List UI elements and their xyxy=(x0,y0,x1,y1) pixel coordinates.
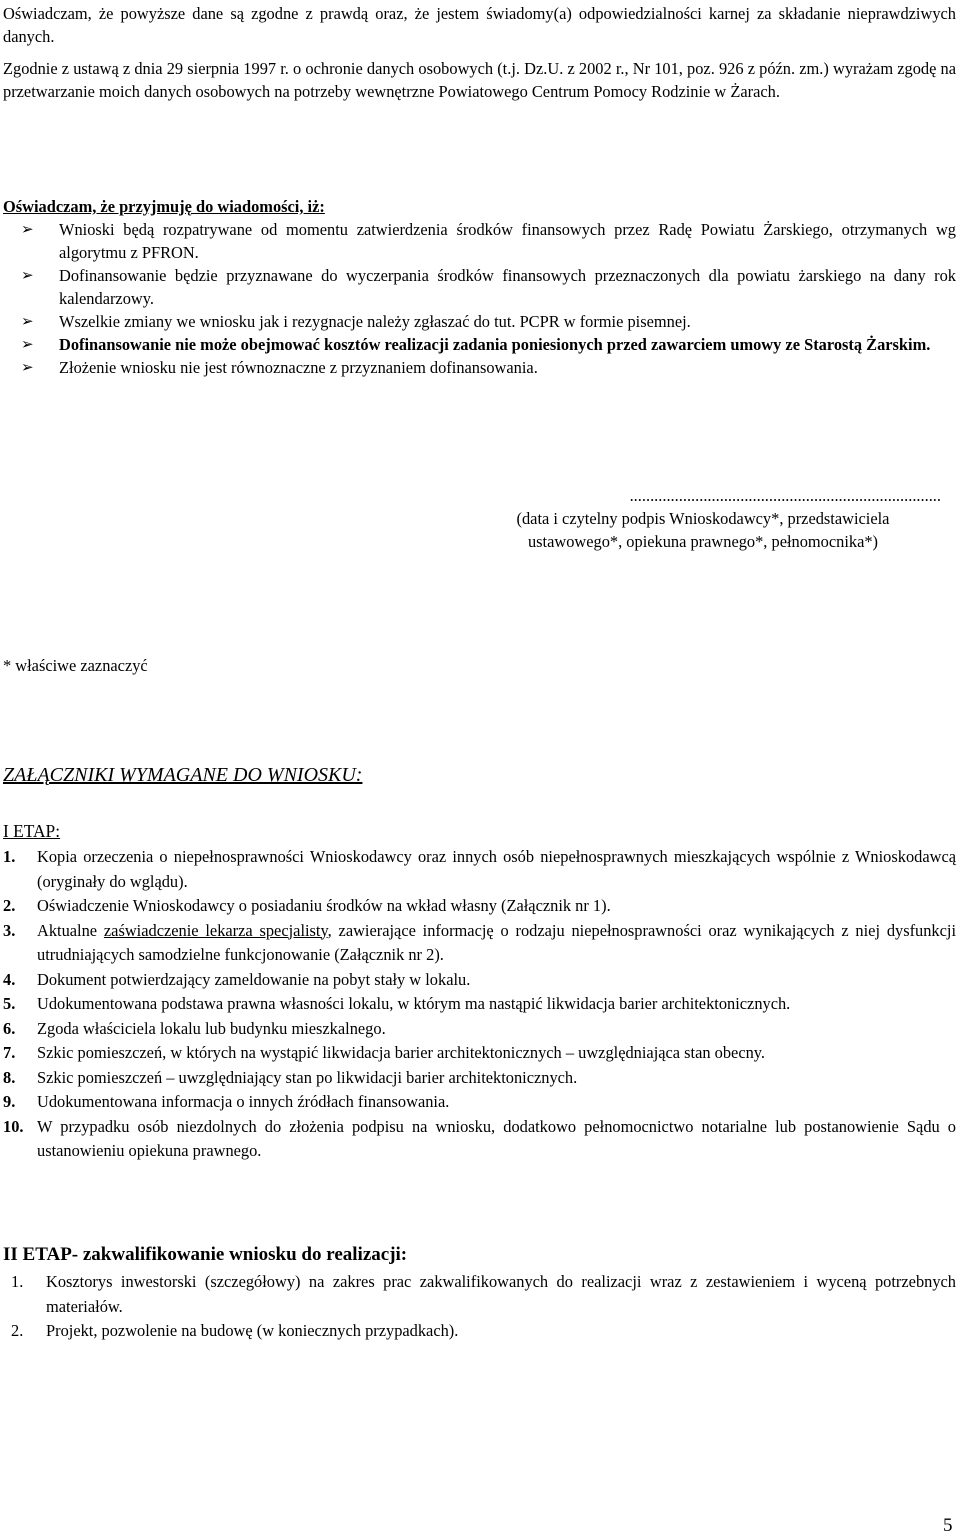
item-text-suffix: , zawierające informację o rodzaju niepełnosprawności oraz wynikających z niej dysfunkcji utrudniających samodzielne funkcjonowanie (Załącznik nr 2). xyxy=(37,920,957,964)
list-item xyxy=(3,1041,956,1066)
item-text: Zgoda właściciela lokalu lub budynku mieszkalnego. xyxy=(37,1018,386,1038)
list-item xyxy=(3,919,956,968)
list-item xyxy=(3,218,956,264)
list-item xyxy=(3,968,956,993)
arrowhead-bullet-icon: ➢ xyxy=(21,266,34,284)
item-text: Dokument potwierdzający zameldowanie na pobyt stały w lokalu. xyxy=(37,969,471,989)
list-item xyxy=(3,894,956,919)
item-number: 5. xyxy=(3,994,16,1013)
item-number: 1. xyxy=(3,847,16,866)
item-text: Kosztorys inwestorski (szczegółowy) na zakres prac zakwalifikowanych do realizacji wraz z zestawieniem i wyceną potrzebnych materiałów. xyxy=(46,1272,956,1316)
arrowhead-bullet-icon: ➢ xyxy=(21,220,34,238)
data-consent-paragraph: Zgodnie z ustawą z dnia 29 sierpnia 1997 r. o ochronie danych osobowych (t.j. Dz.U. z 2002 r., Nr 101, poz. 926 z późn. zm.) wyrażam zgodę na przetwarzanie moich danych osobowych na potrzeby wewnętrzne Powiatowego Centrum Pomocy Rodzinie w Żarach. xyxy=(3,59,956,101)
stage2-title: II ETAP- zakwalifikowanie wniosku do realizacji: xyxy=(3,1244,408,1265)
acknowledgement-list xyxy=(3,218,956,379)
stage1-list xyxy=(3,845,956,1164)
list-item xyxy=(3,1319,956,1344)
item-number: 6. xyxy=(3,1018,16,1038)
list-item-text-bold: Dofinansowanie nie może obejmować kosztów realizacji zadania poniesionych przed zawarciem umowy ze Starostą Żarskim. xyxy=(59,335,931,354)
item-number: 1. xyxy=(11,1272,24,1291)
item-number: 8. xyxy=(3,1067,16,1087)
list-item xyxy=(3,310,956,333)
list-item xyxy=(3,845,956,894)
arrowhead-bullet-icon: ➢ xyxy=(21,335,34,353)
acknowledgement-heading: Oświadczam, że przyjmuję do wiadomości, iż: xyxy=(3,197,325,216)
item-number: 9. xyxy=(3,1092,16,1111)
item-number: 10. xyxy=(3,1116,24,1136)
list-item xyxy=(3,1270,956,1319)
item-text-prefix: Aktualne xyxy=(37,920,104,940)
item-text: Szkic pomieszczeń – uwzględniający stan po likwidacji barier architektonicznych. xyxy=(37,1067,578,1087)
signature-caption xyxy=(408,507,960,553)
stage1-title: I ETAP: xyxy=(3,821,61,841)
item-text-underlined: zaświadczenie lekarza specjalisty xyxy=(103,920,328,940)
signature-caption-line-1: (data i czytelny podpis Wnioskodawcy*, przedstawiciela xyxy=(516,509,890,528)
item-text: Oświadczenie Wnioskodawcy o posiadaniu środków na wkład własny (Załącznik nr 1). xyxy=(37,896,611,915)
item-text: Udokumentowana podstawa prawna własności lokalu, w którym ma nastąpić likwidacja barier architektonicznych. xyxy=(37,994,791,1013)
item-number: 2. xyxy=(3,896,16,915)
list-item-text: Wszelkie zmiany we wniosku jak i rezygnacje należy zgłaszać do tut. PCPR w formie pisemnej. xyxy=(59,312,691,331)
signature-caption-line-2: ustawowego*, opiekuna prawnego*, pełnomocnika*) xyxy=(527,532,879,551)
list-item xyxy=(3,1017,956,1042)
arrowhead-bullet-icon: ➢ xyxy=(21,312,34,330)
item-text: Projekt, pozwolenie na budowę (w koniecznych przypadkach). xyxy=(46,1321,459,1340)
arrowhead-bullet-icon: ➢ xyxy=(21,358,34,376)
acknowledgement-section xyxy=(3,195,956,379)
item-number: 3. xyxy=(3,920,16,940)
item-text: Szkic pomieszczeń, w których na wystąpić likwidacja barier architektonicznych – uwzględniająca stan obecny. xyxy=(37,1043,766,1062)
list-item xyxy=(3,1090,956,1115)
item-number: 7. xyxy=(3,1043,16,1062)
attachments-title: ZAŁĄCZNIKI WYMAGANE DO WNIOSKU: xyxy=(3,764,363,786)
list-item-text: Dofinansowanie będzie przyznawane do wyczerpania środków finansowych przeznaczonych dla powiatu żarskiego na dany rok kalendarzowy. xyxy=(59,266,956,308)
footnote: * właściwe zaznaczyć xyxy=(3,656,148,675)
declaration-truth-paragraph: Oświadczam, że powyższe dane są zgodne z prawdą oraz, że jestem świadomy(a) odpowiedzialności karnej za składanie nieprawdziwych danych. xyxy=(3,4,956,46)
item-number: 4. xyxy=(3,969,16,989)
item-text: W przypadku osób niezdolnych do złożenia podpisu na wniosku, dodatkowo pełnomocnictwo notarialne lub postanowienie Sądu o ustanowieniu opiekuna prawnego. xyxy=(37,1116,956,1160)
list-item xyxy=(3,1115,956,1164)
item-number: 2. xyxy=(11,1321,24,1340)
page-number: 5 xyxy=(943,1515,953,1536)
signature-line: ............................................................................ xyxy=(629,486,941,505)
list-item xyxy=(3,333,956,356)
list-item xyxy=(3,356,956,379)
list-item-text: Wnioski będą rozpatrywane od momentu zatwierdzenia środków finansowych przez Radę Powiatu Żarskiego, otrzymanych wg algorytmu z PFRON. xyxy=(59,220,956,262)
list-item xyxy=(3,264,956,310)
item-text: Udokumentowana informacja o innych źródłach finansowania. xyxy=(37,1092,450,1111)
stage2-list xyxy=(3,1270,956,1344)
list-item xyxy=(3,1066,956,1091)
item-text: Kopia orzeczenia o niepełnosprawności Wnioskodawcy oraz innych osób niepełnosprawnych mieszkających wspólnie z Wnioskodawcą (oryginały do wglądu). xyxy=(37,847,956,891)
list-item xyxy=(3,992,956,1017)
list-item-text: Złożenie wniosku nie jest równoznaczne z przyznaniem dofinansowania. xyxy=(59,358,538,377)
